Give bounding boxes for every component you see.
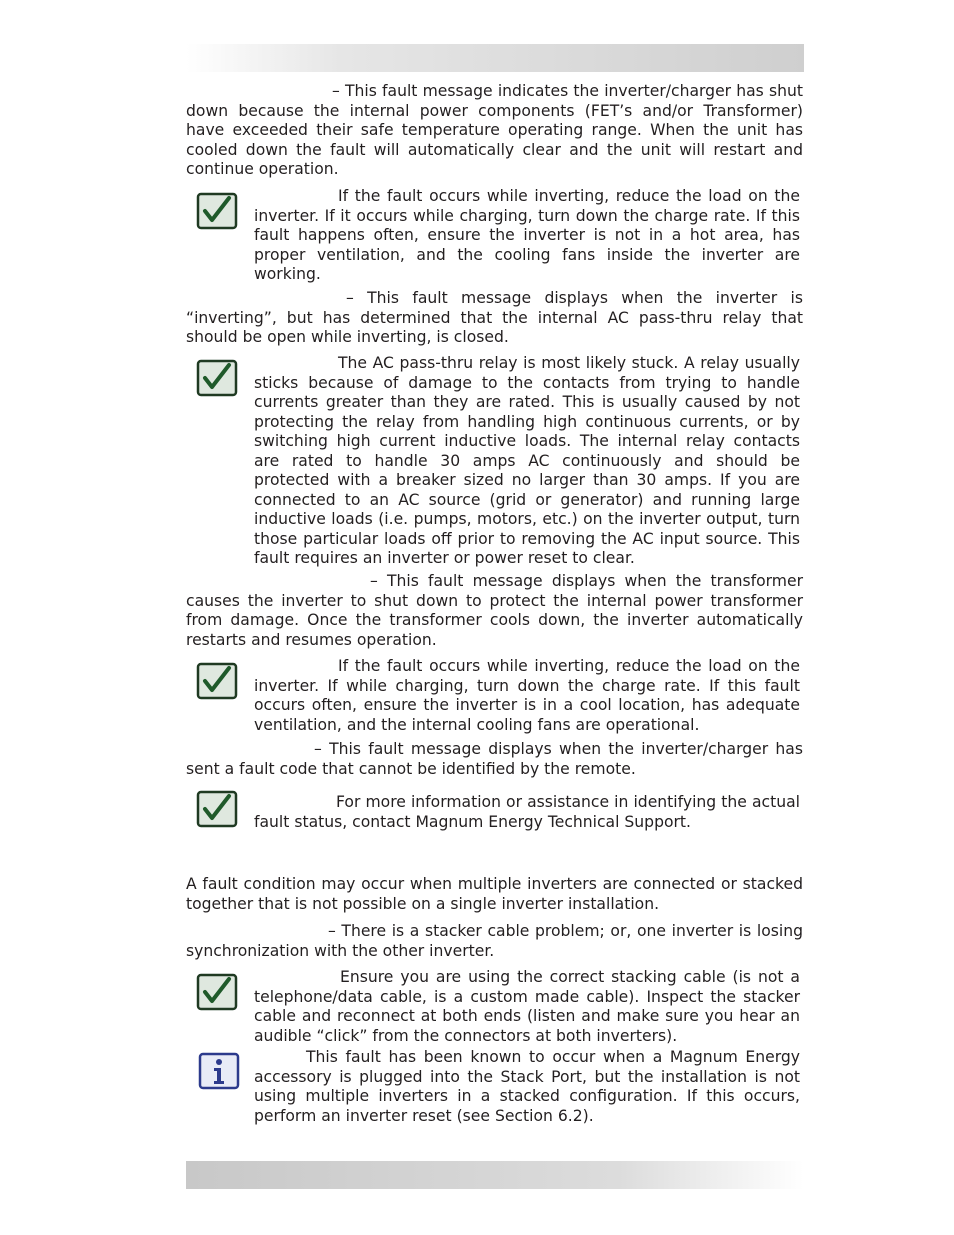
fault-overtemp-description: – This fault message indicates the inverter/charger has shut down because the internal power components (FET’s and/or Transformer) have exceeded their safe temperature operating range. When the unit has cooled down the fault will automatically clear and the unit will restart and continue operation. (186, 82, 803, 178)
info-note-icon (198, 1052, 240, 1090)
footer-bar (186, 1161, 804, 1189)
note-transformer-remedy: If the fault occurs while inverting, reduce the load on the inverter. If while charging, turn down the charge rate. If this fault occurs often, ensure the inverter is in a cool location, has adequate ventilation, and the internal cooling fans are operational. (254, 657, 800, 734)
header-bar (186, 44, 804, 72)
note-unknown-remedy: For more information or assistance in identifying the actual fault status, contact Magnum Energy Technical Support. (254, 793, 800, 831)
checkmark-note-icon (196, 973, 238, 1011)
fault-stack-description: – There is a stacker cable problem; or, one inverter is losing synchronization with the other inverter. (186, 922, 803, 960)
checkmark-note-icon (196, 192, 238, 230)
fault-transformer-description: – This fault message displays when the transformer causes the inverter to shut down to protect the internal power transformer from damage. Once the transformer cools down, the inverter automatically restarts and resumes operation. (186, 572, 803, 649)
checkmark-note-icon (196, 662, 238, 700)
checkmark-note-icon (196, 790, 238, 828)
note-stack-info: This fault has been known to occur when a Magnum Energy accessory is plugged into the Stack Port, but the installation is not using multiple inverters in a stacked configuration. If this occurs, perform an inverter reset (see Section 6.2). (254, 1048, 800, 1125)
stacking-intro: A fault condition may occur when multiple inverters are connected or stacked together that is not possible on a single inverter installation. (186, 875, 803, 913)
fault-unknown-description: – This fault message displays when the inverter/charger has sent a fault code that cannot be identified by the remote. (186, 740, 803, 778)
note-overtemp-remedy: If the fault occurs while inverting, reduce the load on the inverter. If it occurs while charging, turn down the charge rate. If this fault happens often, ensure the inverter is not in a hot area, has proper ventilation, and the cooling fans inside the inverter are working. (254, 187, 800, 283)
checkmark-note-icon (196, 359, 238, 397)
note-relay-remedy: The AC pass-thru relay is most likely stuck. A relay usually sticks because of damage to the contacts from trying to handle currents greater than they are rated. This is usually caused by not protecting the relay from handling high continuous currents, or by switching high current inductive loads. The internal relay contacts are rated to handle 30 amps AC continuously and should be protected with a breaker sized no larger than 30 amps. If you are connected to an AC source (grid or generator) and running large inductive loads (i.e. pumps, motors, etc.) on the inverter output, turn those particular loads off prior to removing the AC input source. This fault requires an inverter or power reset to clear. (254, 354, 800, 567)
note-stack-remedy: Ensure you are using the correct stacking cable (is not a telephone/data cable, is a custom made cable). Inspect the stacker cable and reconnect at both ends (listen and make sure you hear an audible “click” from the connectors at both inverters). (254, 968, 800, 1045)
fault-relay-description: – This fault message displays when the inverter is “inverting”, but has determined that the internal AC pass-thru relay that should be open while inverting, is closed. (186, 289, 803, 346)
